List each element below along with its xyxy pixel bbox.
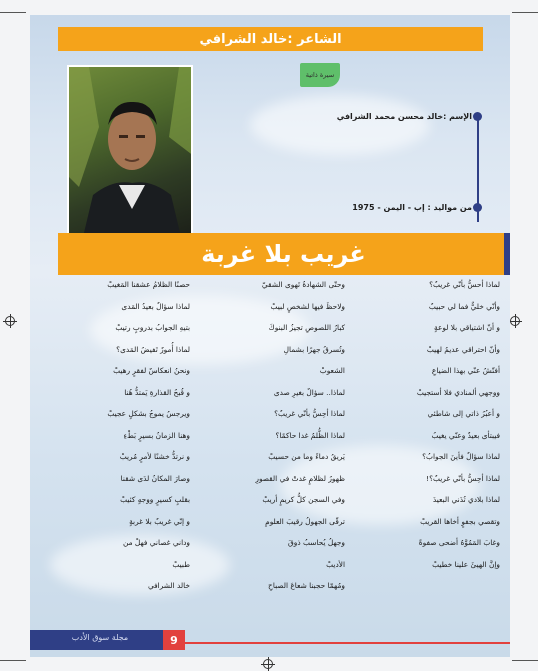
poem-line: وأنّي خليٌّ فما لي حبيبٌ [428,301,500,311]
poem-line: حصنًا الظلامُ عشقنا المَغيبْ [107,280,190,289]
poem-line: و قُبحُ القذارةِ يَمتدُّ هُنا [124,387,190,397]
poem-line: يَريقُ دماءً وما من حسيبْ [268,452,345,461]
poem-line: وصارَ المكانُ لدَى شقنا [120,473,190,483]
poem-line: خالد الشرافي [147,581,190,590]
page-number: 9 [163,630,185,650]
poem-line: وهنا الزمانُ بسيرٍ بَطْءِ [123,430,190,440]
poem-line: و إنّي غريبٌ بلا غربةٍ [129,516,190,526]
poem-line: وتُسرقُ جهرًا بشمالِ [283,344,345,354]
timeline-dot [473,203,482,212]
timeline-dot [473,112,482,121]
poem-column-middle [205,281,345,601]
poem-line: وإنَّ الهيئَ علينا خطيبْ [432,559,500,569]
poem-line: الأديبْ [326,559,345,569]
poem-line: ظهورُ لظلامٍ غدتْ في القصورِ [255,473,345,483]
poem-line: لماذا بلادي تُدَني البعيدَ [432,495,500,504]
registration-mark-left [5,316,15,326]
poem-line: لماذا أُمورٌ تَفيضُ المَدى؟ [116,344,190,354]
portrait-illustration [69,67,193,235]
magazine-page [30,15,510,657]
poem-line: أفتّشُ عنّي بهذا الضياعِ [431,366,500,375]
poem-line: لماذا الظُّلمُ غدا حاكمًا؟ [275,430,345,440]
poem-line: وتقصي بجفوٍ أخاها القريبْ [420,516,500,526]
poem-line: و أعبُرُ ذاتي إلى شاطئي [427,409,500,418]
poem-line: وحتّى الشهادةُ تَهوى الشقيّ [261,280,345,289]
poem-column-right [360,281,500,601]
crop-mark [0,12,26,13]
cloud-decoration [250,95,430,155]
crop-mark [512,660,538,661]
poem-column-left [50,281,190,601]
bio-birth: من مواليد : إب - اليمن - 1975 [352,203,472,212]
title-accent-edge [504,233,510,275]
registration-mark-right [510,316,520,326]
poem-line: ولاحظَ فيها لشخصٍ لبيبْ [270,301,345,311]
poem-line: فيبتأى بعيدٌ وعنّي يغيبُ [431,430,500,440]
poem-line: لماذا أحِسُّ بأنّي غريبٌ؟ [274,409,345,418]
poem-line: لماذا سؤالٌ فأينَ الجوابُ؟ [422,452,500,461]
poem-line: ويرجسُ يموجُ بشكلٍ عجيبْ [107,409,190,418]
poem-line: لماذا سؤالٌ بعيدُ المَدى [121,301,190,311]
poem-line: وأنّ احتراقي عديمُ لهيبْ [426,344,500,354]
poem-line: بقلبٍ كسيرٍ ووجهٍ كئيبْ [120,495,190,504]
poem-line: وغابَ المَمُوَّهُ أضحى صفوةً [418,538,500,547]
bio-name: الإسم :خالد محسن محمد الشرافي [336,112,472,121]
poet-header-title: الشاعر :خالد الشرافي [199,31,342,47]
poem-line: ونحنُ انعكاسٌ لفقرٍ رهيبْ [113,366,190,375]
poem-line: طبيبْ [172,559,190,569]
poem-line: وداني غصاني فهلْ من [122,538,190,547]
poem-line: لماذا أحسُّ بأنّي غريبٌ؟ [429,280,500,289]
poem-line: و نرتدُّ خشنًا لأمرٍ مُريبْ [119,452,190,461]
biography-tag-label: سيرة ذاتية [305,71,335,79]
poet-portrait [67,65,193,235]
poet-header [58,27,483,51]
poem-title: غريب بلا غربة [201,240,366,268]
poem-line: ترقّى الجهولُ رقيبَ العلومِ [265,516,345,526]
poem-line: وفي السجن كلُّ كريمٍ أريبْ [262,495,345,504]
crop-mark [0,660,26,661]
poem-line: ووجهي ألمنادي فلا أستجيبْ [416,387,500,397]
poem-line: بتيهِ الجوابُ بدروبٍ رتيبْ [115,323,190,332]
poem-line: كبارُ اللصوصِ تجيزُ البنوكَ [268,323,345,332]
poem-line: لماذا أحِسُّ بأنّي غريبٌ؟! [426,473,500,483]
footer-magazine-name: مجلة سوق الأدب [71,633,129,642]
poem-line: ومُهمّا حجبنا شعاعَ الصباحِ [268,581,345,590]
poem-line: و أنّ اشتياقي بلا لوعةٍ [433,323,500,332]
registration-mark-bottom [263,659,273,669]
poem-line: وجهلُ يُحاسبُ ذوقَ [288,538,345,547]
biography-tag [300,63,340,87]
footer-red-line [185,642,510,644]
crop-mark [512,12,538,13]
poem-title-bar [58,233,509,275]
poem-line: لماذا.. سؤالٌ بغيرِ صدى [273,387,345,397]
poem-line: الشعوبْ [319,366,345,375]
